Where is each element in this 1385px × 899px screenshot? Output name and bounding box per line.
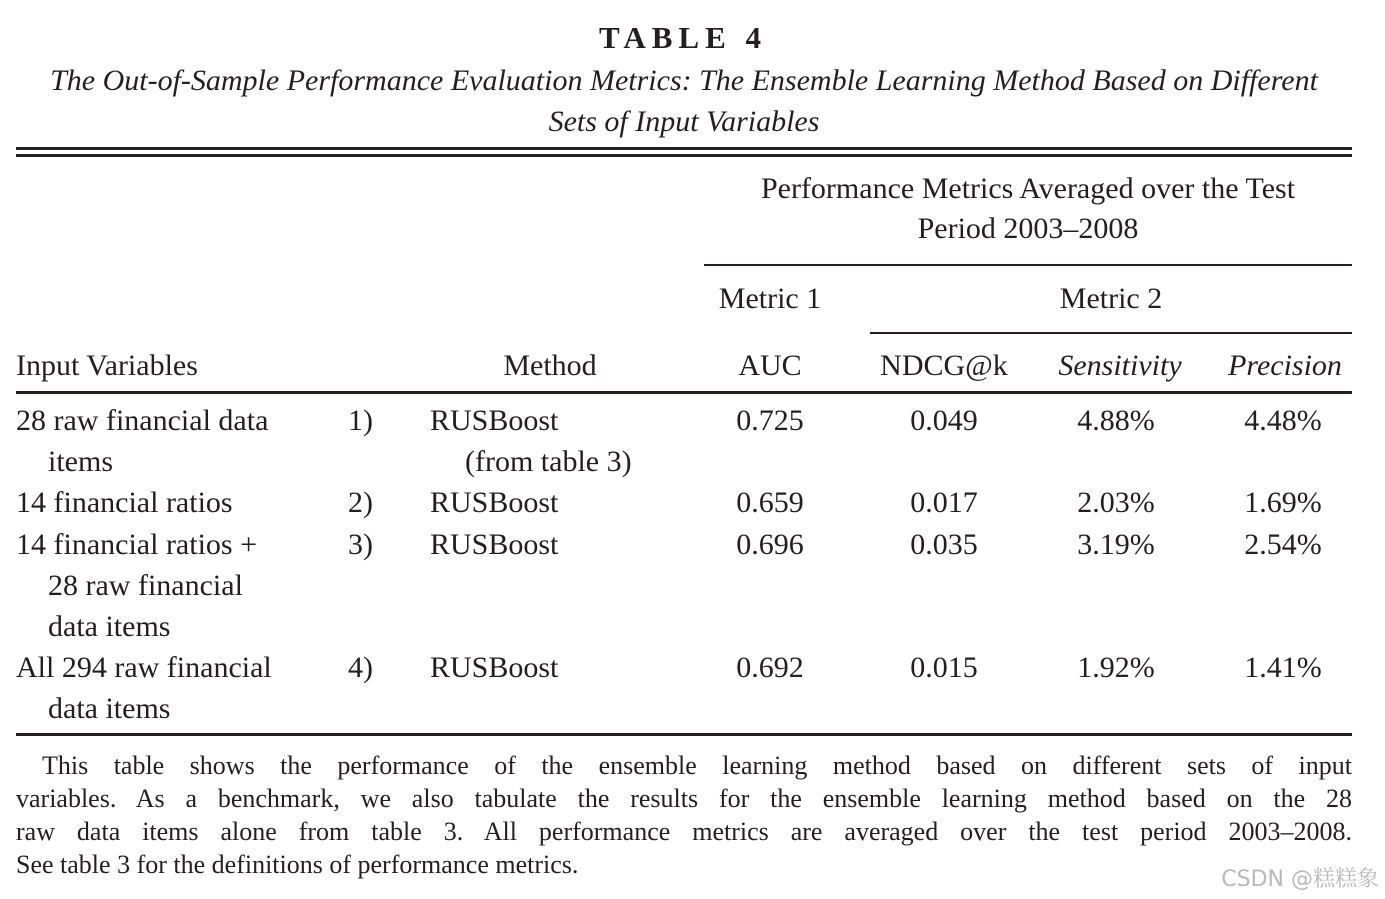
header-group-line-2: Period 2003–2008: [917, 212, 1139, 245]
table-caption-line-2: Sets of Input Variables: [548, 105, 820, 138]
table-caption: [16, 60, 1352, 142]
row-3-input-line-2: 28 raw financial: [48, 569, 243, 602]
row-2-ndcg: 0.017: [910, 486, 978, 519]
row-2-input-line-1: 14 financial ratios: [16, 486, 233, 519]
table-note-line-4: See table 3 for the definitions of performance metrics.: [16, 850, 579, 879]
row-2-sensitivity: 2.03%: [1077, 486, 1155, 519]
table-note: [16, 749, 1352, 881]
top-rule-2: [16, 154, 1352, 157]
table-note-line-2: variables. As a benchmark, we also tabulate the results for the ensemble learning method based on the 28: [16, 784, 1352, 813]
header-bottom-rule: [16, 391, 1352, 394]
row-2-method-line-1: RUSBoost: [430, 486, 559, 519]
row-4-method-line-1: RUSBoost: [430, 651, 559, 684]
table-note-line-1: This table shows the performance of the ensemble learning method based on different sets of input: [16, 751, 1352, 780]
row-4-ndcg: 0.015: [910, 651, 978, 684]
row-4-sensitivity: 1.92%: [1077, 651, 1155, 684]
row-4-input-line-1: All 294 raw financial: [16, 651, 272, 684]
row-2-precision: 1.69%: [1244, 486, 1322, 519]
table-bottom-rule: [16, 733, 1352, 736]
header-metric-1: Metric 1: [718, 282, 822, 315]
row-3-sensitivity: 3.19%: [1077, 528, 1155, 561]
row-1-method-line-1: RUSBoost: [430, 404, 559, 437]
row-3-input-line-1: 14 financial ratios +: [16, 528, 258, 561]
metric2-rule: [870, 332, 1352, 334]
row-2-auc: 0.659: [736, 486, 804, 519]
row-3-input-line-3: data items: [48, 610, 171, 643]
table-label: TABLE 4: [598, 20, 768, 55]
row-4-index: 4): [348, 651, 373, 684]
group-rule: [704, 264, 1352, 266]
row-1-method-line-2: (from table 3): [465, 445, 632, 478]
header-ndcg: NDCG@k: [880, 349, 1008, 382]
row-4-precision: 1.41%: [1244, 651, 1322, 684]
table-note-line-3: raw data items alone from table 3. All performance metrics are averaged over the test period 2003–2008.: [16, 817, 1352, 846]
top-rule-1: [16, 147, 1352, 150]
header-auc: AUC: [738, 349, 802, 382]
row-3-method-line-1: RUSBoost: [430, 528, 559, 561]
header-group-line-1: Performance Metrics Averaged over the Test: [760, 172, 1296, 205]
header-sensitivity: Sensitivity: [1058, 349, 1182, 382]
row-3-auc: 0.696: [736, 528, 804, 561]
row-3-precision: 2.54%: [1244, 528, 1322, 561]
header-input-variables: Input Variables: [16, 349, 198, 382]
header-method: Method: [503, 349, 597, 382]
row-1-index: 1): [348, 404, 373, 437]
row-3-index: 3): [348, 528, 373, 561]
header-precision: Precision: [1228, 349, 1342, 382]
row-1-sensitivity: 4.88%: [1077, 404, 1155, 437]
row-1-input-line-2: items: [48, 445, 113, 478]
row-1-input-line-1: 28 raw financial data: [16, 404, 269, 437]
row-1-precision: 4.48%: [1244, 404, 1322, 437]
row-1-auc: 0.725: [736, 404, 804, 437]
row-3-ndcg: 0.035: [910, 528, 978, 561]
table-caption-line-1: The Out-of-Sample Performance Evaluation Metrics: The Ensemble Learning Method Based on Different: [50, 64, 1318, 97]
header-metric-2: Metric 2: [1059, 282, 1163, 315]
row-4-input-line-2: data items: [48, 692, 171, 725]
row-1-ndcg: 0.049: [910, 404, 978, 437]
csdn-watermark: CSDN @糕糕象: [1221, 867, 1379, 892]
row-4-auc: 0.692: [736, 651, 804, 684]
row-2-index: 2): [348, 486, 373, 519]
